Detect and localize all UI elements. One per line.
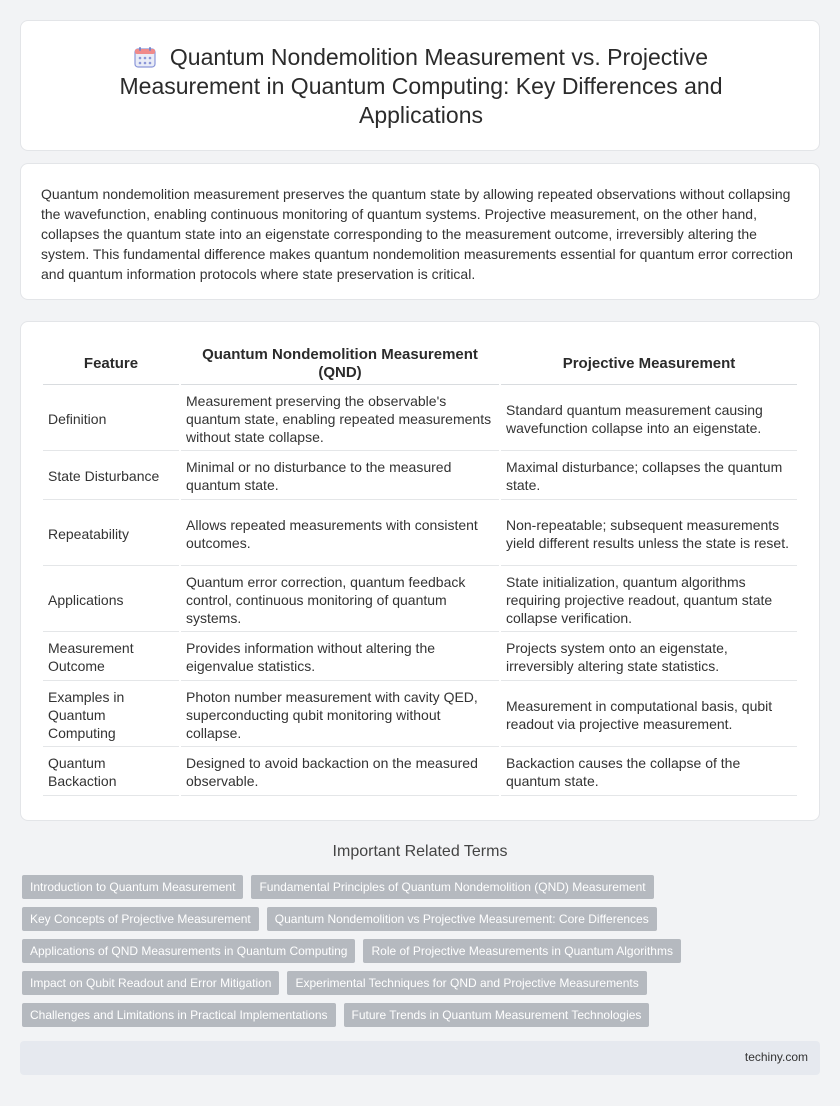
row-qnd: Quantum error correction, quantum feedback control, continuous monitoring of quantum systems. [181, 568, 499, 632]
row-projective: Non-repeatable; subsequent measurements yield different results unless the state is reset. [501, 502, 797, 566]
row-feature: Measurement Outcome [43, 634, 179, 681]
row-qnd: Allows repeated measurements with consistent outcomes. [181, 502, 499, 566]
related-term-tag[interactable]: Experimental Techniques for QND and Projective Measurements [287, 971, 646, 995]
row-projective: Maximal disturbance; collapses the quantum state. [501, 453, 797, 500]
related-terms-list [22, 875, 822, 1027]
related-term-tag[interactable]: Challenges and Limitations in Practical Implementations [22, 1003, 336, 1027]
table-row [43, 453, 797, 500]
row-qnd: Provides information without altering the eigenvalue statistics. [181, 634, 499, 681]
comparison-table-card [20, 321, 820, 821]
table-row [43, 749, 797, 796]
related-term-tag[interactable]: Key Concepts of Projective Measurement [22, 907, 259, 931]
calendar-icon [134, 46, 156, 68]
table-row [43, 683, 797, 747]
table-row [43, 387, 797, 451]
table-header-projective: Projective Measurement [501, 344, 797, 385]
row-qnd: Designed to avoid backaction on the measured observable. [181, 749, 499, 796]
row-qnd: Measurement preserving the observable's quantum state, enabling repeated measurements without state collapse. [181, 387, 499, 451]
row-projective: Standard quantum measurement causing wavefunction collapse into an eigenstate. [501, 387, 797, 451]
comparison-table [41, 342, 799, 798]
table-row [43, 502, 797, 566]
related-term-tag[interactable]: Fundamental Principles of Quantum Nondemolition (QND) Measurement [251, 875, 653, 899]
title-card [20, 20, 820, 151]
row-feature: Applications [43, 568, 179, 632]
related-term-tag[interactable]: Quantum Nondemolition vs Projective Measurement: Core Differences [267, 907, 657, 931]
table-header-qnd: Quantum Nondemolition Measurement (QND) [181, 344, 499, 385]
row-projective: State initialization, quantum algorithms requiring projective readout, quantum state collapse verification. [501, 568, 797, 632]
table-header-row [43, 344, 797, 385]
table-header-feature: Feature [43, 344, 179, 385]
row-projective: Projects system onto an eigenstate, irreversibly altering state statistics. [501, 634, 797, 681]
row-feature: Definition [43, 387, 179, 451]
row-projective: Backaction causes the collapse of the quantum state. [501, 749, 797, 796]
page-title-row [21, 43, 821, 130]
row-qnd: Minimal or no disturbance to the measured quantum state. [181, 453, 499, 500]
footer-bar [20, 1041, 820, 1075]
related-terms-heading: Important Related Terms [332, 843, 508, 860]
related-term-tag[interactable]: Future Trends in Quantum Measurement Technologies [344, 1003, 650, 1027]
related-term-tag[interactable]: Applications of QND Measurements in Quantum Computing [22, 939, 355, 963]
related-term-tag[interactable]: Impact on Qubit Readout and Error Mitigation [22, 971, 279, 995]
intro-paragraph: Quantum nondemolition measurement preserves the quantum state by allowing repeated observations without collapsing the wavefunction, enabling continuous monitoring of quantum systems. Projective measurement, on the other hand, collapses the quantum state into an eigenstate corresponding to the measurement outcome, irreversibly altering the system. This fundamental difference makes quantum nondemolition measurements essential for quantum error correction and quantum information protocols where state preservation is critical. [41, 186, 793, 282]
related-term-tag[interactable]: Introduction to Quantum Measurement [22, 875, 243, 899]
related-term-tag[interactable]: Role of Projective Measurements in Quantum Algorithms [363, 939, 680, 963]
row-feature: Examples in Quantum Computing [43, 683, 179, 747]
row-qnd: Photon number measurement with cavity QED, superconducting qubit monitoring without collapse. [181, 683, 499, 747]
table-row [43, 568, 797, 632]
row-projective: Measurement in computational basis, qubit readout via projective measurement. [501, 683, 797, 747]
table-row [43, 634, 797, 681]
footer-site-link[interactable]: techiny.com [744, 1050, 808, 1064]
page-title: Quantum Nondemolition Measurement vs. Projective Measurement in Quantum Computing: Key Differences and Applications [119, 44, 723, 128]
row-feature: State Disturbance [43, 453, 179, 500]
row-feature: Quantum Backaction [43, 749, 179, 796]
intro-card [20, 163, 820, 300]
row-feature: Repeatability [43, 502, 179, 566]
